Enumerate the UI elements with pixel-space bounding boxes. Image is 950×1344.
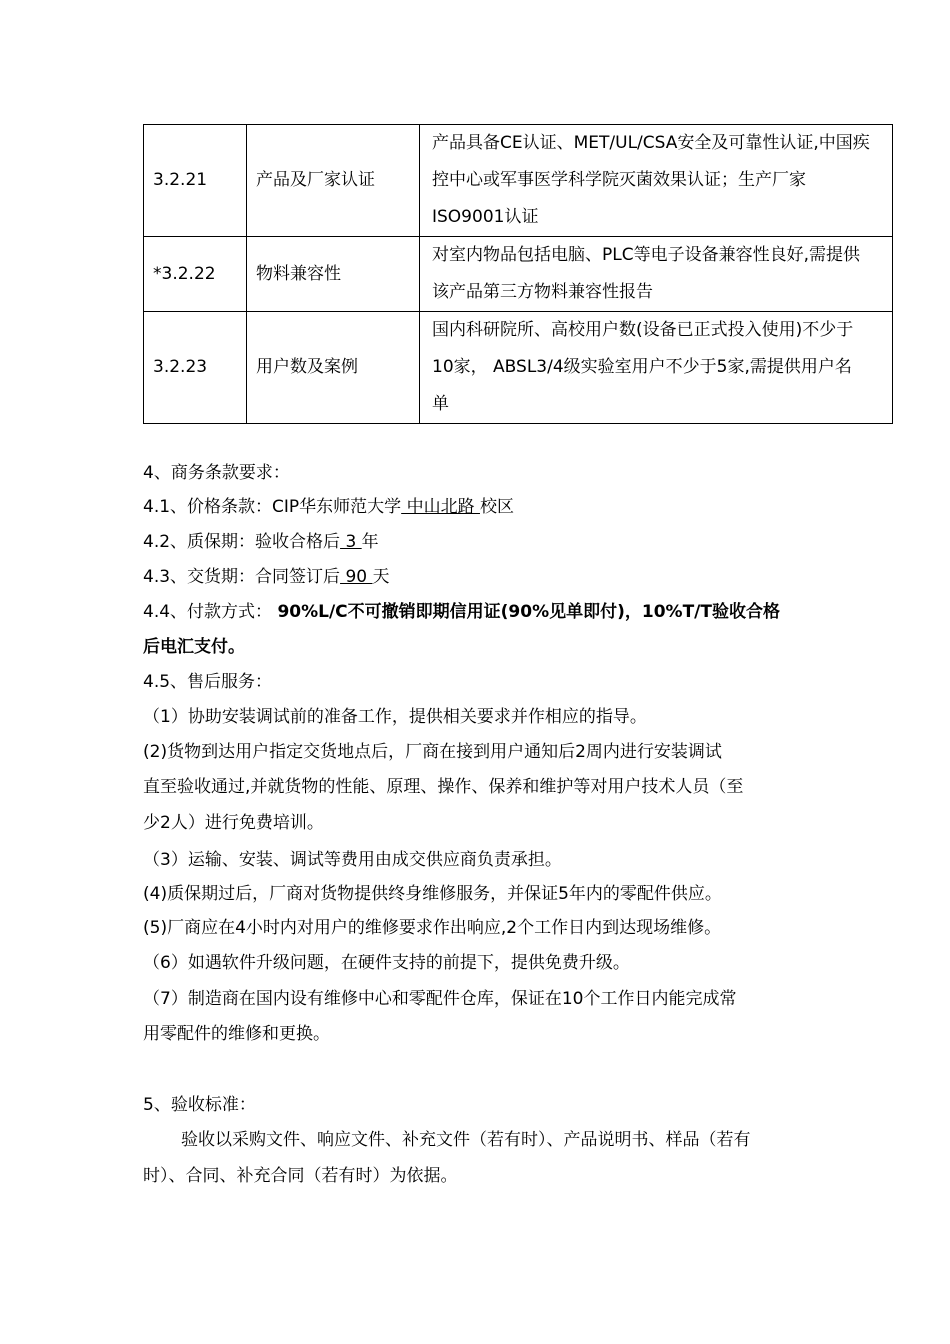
item-description: 对室内物品包括电脑、PLC等电子设备兼容性良好,需提供 该产品第三方物料兼容性报告 — [420, 237, 893, 312]
service-item-cont: 少2人）进行免费培训。 — [143, 813, 324, 833]
item-number: 3.2.21 — [144, 125, 247, 237]
table-row — [144, 125, 893, 237]
service-item: (4)质保期过后，厂商对货物提供终身维修服务，并保证5年内的零配件供应。 — [143, 884, 722, 904]
item-number: 3.2.23 — [144, 312, 247, 424]
service-item-cont: 直至验收通过,并就货物的性能、原理、操作、保养和维护等对用户技术人员（至 — [143, 777, 744, 797]
spec-table — [143, 124, 893, 424]
warranty-clause: 4.2、质保期：验收合格后 3 年 — [143, 532, 379, 552]
service-item: (2)货物到达用户指定交货地点后，厂商在接到用户通知后2周内进行安装调试 — [143, 742, 722, 762]
item-description: 产品具备CE认证、MET/UL/CSA安全及可靠性认证,中国疾 控中心或军事医学科学院灭菌效果认证；生产厂家 ISO9001认证 — [420, 125, 893, 237]
payment-terms-cont: 后电汇支付。 — [143, 637, 245, 657]
service-item: (5)厂商应在4小时内对用户的维修要求作出响应,2个工作日内到达现场维修。 — [143, 918, 722, 938]
item-description: 国内科研院所、高校用户数(设备已正式投入使用)不少于 10家， ABSL3/4级实验室用户不少于5家,需提供用户名 单 — [420, 312, 893, 424]
section-5-heading: 5、验收标准： — [143, 1095, 256, 1115]
acceptance-text-cont: 时）、合同、补充合同（若有时）为依据。 — [143, 1166, 458, 1186]
section-4-heading: 4、商务条款要求： — [143, 463, 290, 483]
campus-value: 中山北路 — [401, 497, 480, 517]
item-name: 用户数及案例 — [247, 312, 420, 424]
payment-clause: 4.4、付款方式： 90%L/C不可撤销即期信用证(90%见单即付)，10%T/T验收合格 — [143, 602, 780, 622]
service-heading: 4.5、售后服务： — [143, 672, 273, 692]
acceptance-text: 验收以采购文件、响应文件、补充文件（若有时）、产品说明书、样品（若有 — [181, 1130, 751, 1150]
table-row — [144, 312, 893, 424]
service-item: （3）运输、安装、调试等费用由成交供应商负责承担。 — [143, 850, 562, 870]
service-item-cont: 用零配件的维修和更换。 — [143, 1024, 330, 1044]
service-item: （1）协助安装调试前的准备工作，提供相关要求并作相应的指导。 — [143, 707, 647, 727]
price-clause: 4.1、价格条款：CIP华东师范大学 中山北路 校区 — [143, 497, 514, 517]
item-name: 产品及厂家认证 — [247, 125, 420, 237]
delivery-clause: 4.3、交货期：合同签订后 90 天 — [143, 567, 390, 587]
item-name: 物料兼容性 — [247, 237, 420, 312]
service-item: （6）如遇软件升级问题，在硬件支持的前提下，提供免费升级。 — [143, 953, 630, 973]
item-number: *3.2.22 — [144, 237, 247, 312]
table-row — [144, 237, 893, 312]
warranty-years: 3 — [340, 532, 362, 552]
payment-terms: 90%L/C不可撤销即期信用证(90%见单即付)，10%T/T验收合格 — [277, 602, 780, 622]
delivery-days: 90 — [340, 567, 373, 587]
service-item: （7）制造商在国内设有维修中心和零配件仓库，保证在10个工作日内能完成常 — [143, 989, 737, 1009]
